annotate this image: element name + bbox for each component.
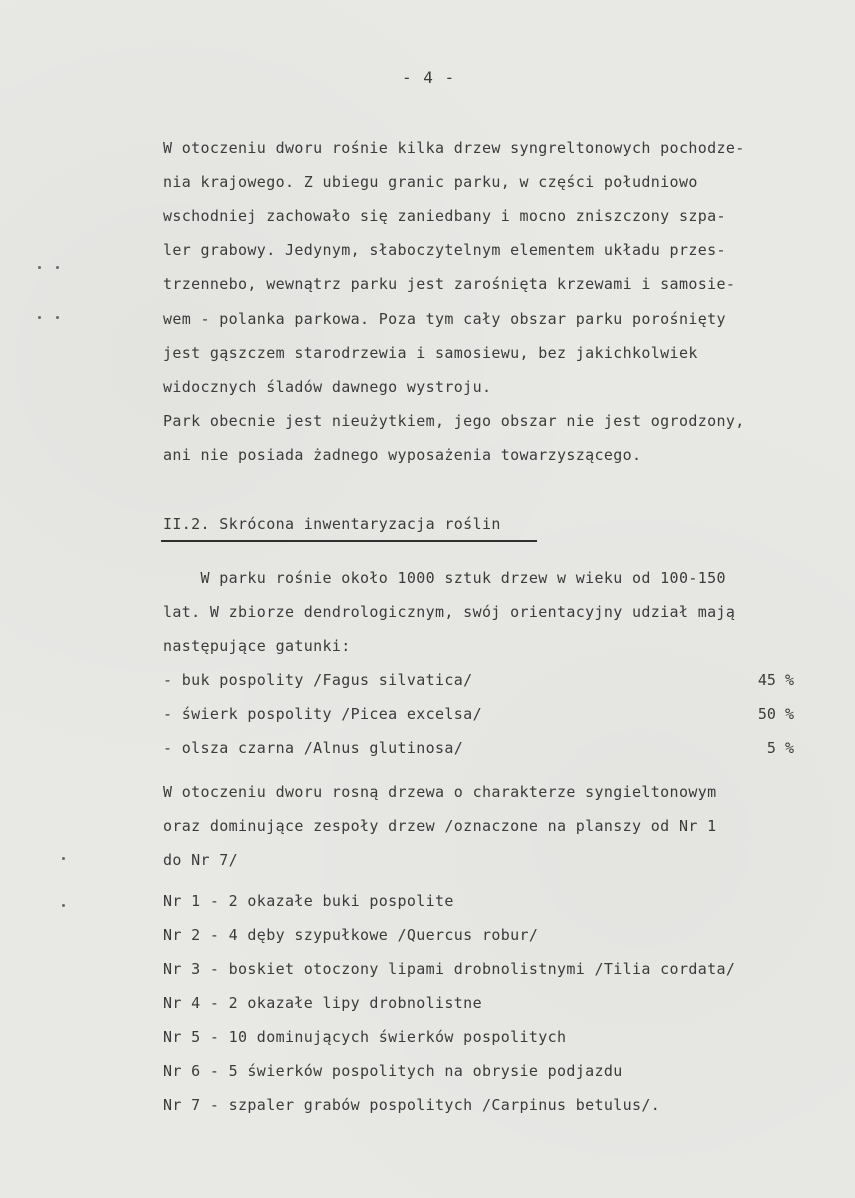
- margin-speck: [56, 266, 59, 269]
- numbered-item: Nr 5 - 10 dominujących świerków pospolitych: [163, 1028, 567, 1046]
- intro-line: trzennebo, wewnątrz parku jest zarośnięta krzewami i samosie-: [163, 275, 736, 293]
- numbered-item: Nr 4 - 2 okazałe lipy drobnolistne: [163, 994, 482, 1012]
- species-name: - buk pospolity /Fagus silvatica/: [163, 671, 473, 689]
- section-heading: II.2. Skrócona inwentaryzacja roślin: [163, 515, 501, 533]
- species-share: 45 %: [757, 671, 794, 689]
- heading-underline: [161, 540, 537, 542]
- inventory-intro-line: lat. W zbiorze dendrologicznym, swój orientacyjny udział mają: [163, 603, 736, 621]
- intro-line: ler grabowy. Jedynym, słaboczytelnym elementem układu przes-: [163, 241, 726, 259]
- intro-line: wem - polanka parkowa. Poza tym cały obszar parku porośnięty: [163, 310, 726, 328]
- numbered-item: Nr 6 - 5 świerków pospolitych na obrysie podjazdu: [163, 1062, 623, 1080]
- intro-line: W otoczeniu dworu rośnie kilka drzew syngreltonowych pochodze-: [163, 139, 745, 157]
- species-share: 50 %: [757, 705, 794, 723]
- numbered-item: Nr 7 - szpaler grabów pospolitych /Carpinus betulus/.: [163, 1096, 661, 1114]
- intro-line: ani nie posiada żadnego wyposażenia towarzyszącego.: [163, 446, 642, 464]
- species-name: - świerk pospolity /Picea excelsa/: [163, 705, 482, 723]
- inventory-intro-line: W parku rośnie około 1000 sztuk drzew w wieku od 100-150: [163, 569, 726, 587]
- dominant-intro-line: oraz dominujące zespoły drzew /oznaczone na planszy od Nr 1: [163, 817, 717, 835]
- intro-line: widocznych śladów dawnego wystroju.: [163, 378, 492, 396]
- numbered-item: Nr 2 - 4 dęby szypułkowe /Quercus robur/: [163, 926, 539, 944]
- inventory-intro-line: następujące gatunki:: [163, 637, 351, 655]
- numbered-item: Nr 3 - boskiet otoczony lipami drobnolistnymi /Tilia cordata/: [163, 960, 736, 978]
- dominant-intro-line: W otoczeniu dworu rosną drzewa o charakterze syngieltonowym: [163, 783, 717, 801]
- dominant-intro-line: do Nr 7/: [163, 851, 239, 869]
- intro-line: jest gąszczem starodrzewia i samosiewu, bez jakichkolwiek: [163, 344, 698, 362]
- numbered-item: Nr 1 - 2 okazałe buki pospolite: [163, 892, 454, 910]
- intro-line: Park obecnie jest nieużytkiem, jego obszar nie jest ogrodzony,: [163, 412, 745, 430]
- margin-speck: [38, 266, 41, 269]
- species-name: - olsza czarna /Alnus glutinosa/: [163, 739, 464, 757]
- margin-speck: [38, 316, 41, 319]
- intro-line: nia krajowego. Z ubiegu granic parku, w części południowo: [163, 173, 698, 191]
- margin-speck: [56, 316, 59, 319]
- intro-line: wschodniej zachowało się zaniedbany i mocno zniszczony szpa-: [163, 207, 726, 225]
- margin-speck: [62, 857, 65, 860]
- page-number: - 4 -: [402, 68, 456, 87]
- species-share: 5 %: [766, 739, 794, 757]
- margin-speck: [62, 904, 65, 907]
